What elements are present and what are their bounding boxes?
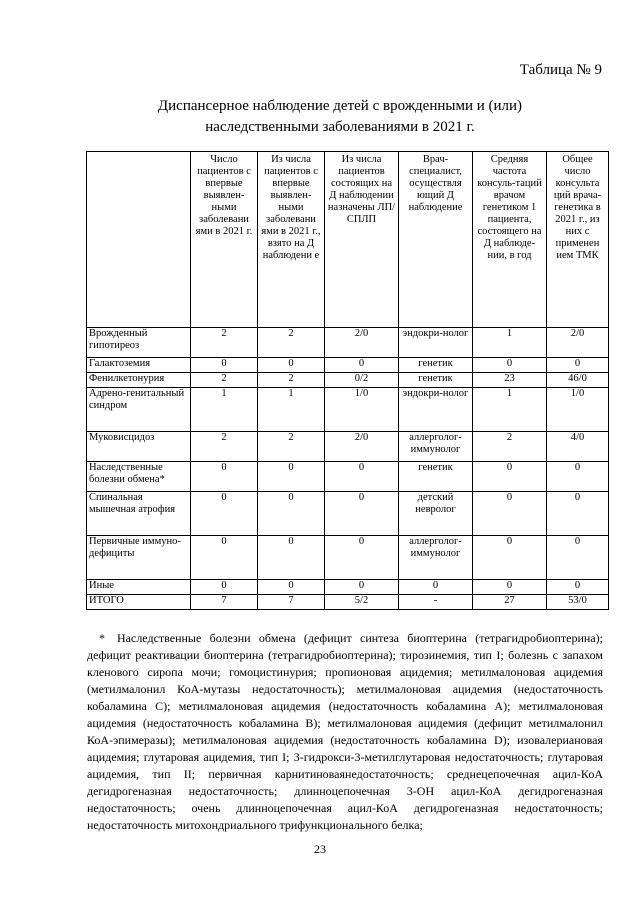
header-cell bbox=[87, 152, 191, 328]
table-cell: 0 bbox=[191, 462, 258, 492]
table-cell: 0 bbox=[325, 580, 399, 595]
table-cell: 0 bbox=[473, 462, 547, 492]
header-cell: Средняя частота консуль-таций врачом генетиком 1 пациента, состоящего на Д наблюде-нии, в год bbox=[473, 152, 547, 328]
table-cell: 2 bbox=[191, 373, 258, 388]
table-number-label: Таблица № 9 bbox=[519, 62, 602, 78]
table-cell: 0 bbox=[191, 580, 258, 595]
table-cell: детский невролог bbox=[399, 492, 473, 536]
table-cell: 2/0 bbox=[325, 432, 399, 462]
table-cell: 1 bbox=[258, 388, 325, 432]
table-cell: 0 bbox=[325, 462, 399, 492]
table-cell: 46/0 bbox=[547, 373, 609, 388]
table-cell: 0 bbox=[473, 492, 547, 536]
footnote-text: Наследственные болезни обмена (дефицит синтеза биоптерина (тетрагидробиоптерина); дефицит реактивации биоптерина (тетрагидробиоптерина); тирозинемия, тип I; болезнь с запахом кленового сиропа мочи; гомоцистинурия; пропионовая ацидемия; метилмалоновая ацидемия (метилмалонил КоА-мутазы недостаточность); метилмалоновая ацидемия (недостаточность кобаламина C); метилмалоновая ацидемия (недостаточность кобаламина A); метилмалоновая ацидемия (недостаточность кобаламина B); метилмалоновая ацидемия (дефицит метилмалонил КоА-эпимеразы); метилмалоновая ацидемия (недостаточность кобаламина D); изовалериановая ацидемия; глутаровая ацидемия, тип I; 3-гидрокси-3-метилглутаровая недостаточность; глутаровая ацидемия, тип II; первичная карнитиноваянедостаточность; среднецепочечная ацил-КоА дегидрогеназная недостаточность; длинноцепочечная 3-OH ацил-КоА дегидрогеназная недостаточность; очень длинноцепочечная ацил-КоА дегидрогеназная недостаточность; недостаточность митохондриального трифункционального белка; bbox=[87, 631, 603, 832]
table-cell: 2 bbox=[473, 432, 547, 462]
total-row bbox=[87, 595, 609, 610]
row-label-cell: Муковисцидоз bbox=[87, 432, 191, 462]
table-cell: 0 bbox=[325, 492, 399, 536]
table-header-row bbox=[87, 152, 609, 328]
row-label-cell: Иные bbox=[87, 580, 191, 595]
table-row bbox=[87, 373, 609, 388]
table-cell: аллерголог-иммунолог bbox=[399, 432, 473, 462]
table-cell: 7 bbox=[258, 595, 325, 610]
table-cell: эндокри-нолог bbox=[399, 328, 473, 358]
table-cell: 1 bbox=[191, 388, 258, 432]
footnote-marker: * bbox=[99, 631, 105, 645]
table-cell: 0 bbox=[547, 536, 609, 580]
table-cell: 0 bbox=[473, 358, 547, 373]
table-row bbox=[87, 432, 609, 462]
header-cell: Врач-специалист, осуществля ющий Д наблюдение bbox=[399, 152, 473, 328]
table-cell: 0 bbox=[258, 462, 325, 492]
table-cell: 27 bbox=[473, 595, 547, 610]
table-cell: 5/2 bbox=[325, 595, 399, 610]
table-cell: 1 bbox=[473, 388, 547, 432]
table-cell: 2 bbox=[191, 432, 258, 462]
row-label-cell: Галактоземия bbox=[87, 358, 191, 373]
table-cell: 1/0 bbox=[325, 388, 399, 432]
row-label-cell: Врожденный гипотиреоз bbox=[87, 328, 191, 358]
table-cell: 0 bbox=[547, 580, 609, 595]
table-cell: 0 bbox=[258, 580, 325, 595]
table-row bbox=[87, 492, 609, 536]
table-row bbox=[87, 536, 609, 580]
page-number: 23 bbox=[314, 842, 326, 856]
table-title bbox=[60, 96, 620, 138]
table-cell: 2 bbox=[191, 328, 258, 358]
table-cell: 0 bbox=[191, 536, 258, 580]
table-cell: генетик bbox=[399, 373, 473, 388]
table-cell: 2/0 bbox=[325, 328, 399, 358]
table-cell: генетик bbox=[399, 462, 473, 492]
footnote bbox=[87, 630, 603, 834]
follow-up-table bbox=[86, 151, 609, 610]
table-cell: 0 bbox=[191, 492, 258, 536]
header-cell: Из числа пациентов состоящих на Д наблюдении назначены ЛП/СПЛП bbox=[325, 152, 399, 328]
table-row bbox=[87, 388, 609, 432]
table-cell: 0 bbox=[547, 462, 609, 492]
table-body bbox=[87, 328, 609, 610]
table-row bbox=[87, 328, 609, 358]
table-row bbox=[87, 462, 609, 492]
table-cell: 7 bbox=[191, 595, 258, 610]
table-cell: 0 bbox=[547, 492, 609, 536]
table-cell: 23 bbox=[473, 373, 547, 388]
table-cell: 4/0 bbox=[547, 432, 609, 462]
table-row bbox=[87, 580, 609, 595]
row-label-cell: Спинальная мышечная атрофия bbox=[87, 492, 191, 536]
table-cell: аллерголог-иммунолог bbox=[399, 536, 473, 580]
table-cell: 0 bbox=[325, 536, 399, 580]
row-label-cell: Адрено-генитальный синдром bbox=[87, 388, 191, 432]
row-label-cell: Наследственные болезни обмена* bbox=[87, 462, 191, 492]
row-label-cell: ИТОГО bbox=[87, 595, 191, 610]
table-cell: 0 bbox=[258, 492, 325, 536]
header-cell: Общее число консульта ций врача-генетика в 2021 г., из них с применен ием ТМК bbox=[547, 152, 609, 328]
title-line-2: наследственными заболеваниями в 2021 г. bbox=[205, 119, 475, 135]
table-cell: генетик bbox=[399, 358, 473, 373]
table-cell: 0 bbox=[258, 358, 325, 373]
table-cell: 2 bbox=[258, 373, 325, 388]
table-cell: 1/0 bbox=[547, 388, 609, 432]
table-cell: эндокри-нолог bbox=[399, 388, 473, 432]
title-line-1: Диспансерное наблюдение детей с врожденными и (или) bbox=[157, 98, 523, 114]
row-label-cell: Фенилкетонурия bbox=[87, 373, 191, 388]
table-cell: - bbox=[399, 595, 473, 610]
header-cell: Из числа пациентов с впервые выявлен-ными заболевани ями в 2021 г., взято на Д наблюдени е bbox=[258, 152, 325, 328]
table-cell: 0 bbox=[547, 358, 609, 373]
table-cell: 0 bbox=[399, 580, 473, 595]
table-cell: 53/0 bbox=[547, 595, 609, 610]
table-cell: 1 bbox=[473, 328, 547, 358]
header-cell: Число пациентов с впервые выявлен-ными заболевани ями в 2021 г. bbox=[191, 152, 258, 328]
table-cell: 2/0 bbox=[547, 328, 609, 358]
table-cell: 0 bbox=[473, 580, 547, 595]
table-row bbox=[87, 358, 609, 373]
table-cell: 2 bbox=[258, 328, 325, 358]
table-cell: 2 bbox=[258, 432, 325, 462]
table-cell: 0 bbox=[325, 358, 399, 373]
table-cell: 0 bbox=[473, 536, 547, 580]
table-cell: 0/2 bbox=[325, 373, 399, 388]
row-label-cell: Первичные иммуно-дефициты bbox=[87, 536, 191, 580]
table-cell: 0 bbox=[191, 358, 258, 373]
table-cell: 0 bbox=[258, 536, 325, 580]
